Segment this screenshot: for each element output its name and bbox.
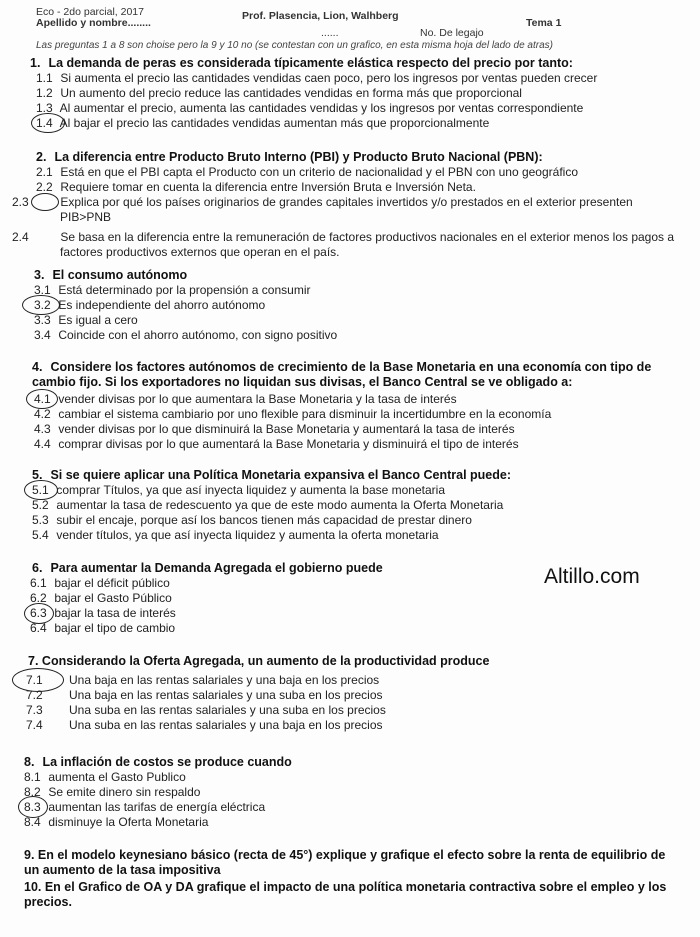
selection-circle [22, 295, 60, 315]
option[interactable]: 1.2 Un aumento del precio reduce las cantidades vendidas en forma más que proporcional [36, 86, 522, 100]
option-selected[interactable]: 6.3 bajar la tasa de interés [30, 606, 680, 621]
legajo-field-label: No. De legajo [420, 27, 484, 39]
option[interactable]: 6.4 bajar el tipo de cambio [30, 621, 176, 635]
altillo-watermark: Altillo.com [544, 565, 640, 588]
selection-circle [24, 480, 58, 500]
question-5 [30, 468, 680, 543]
option[interactable]: 6.1 bajar el déficit público [30, 576, 170, 590]
option-selected[interactable]: 2.3 Explica por qué los países originarios de grandes capitales invertidos y/o prestados en el exterior presenten PIB>PNB [12, 195, 633, 224]
option[interactable]: 5.3 subir el encaje, porque así los bancos tienen más capacidad de prestar dinero [32, 513, 472, 527]
exam-course-line: Eco - 2do parcial, 2017 [36, 6, 144, 18]
tema-label: Tema 1 [526, 17, 562, 29]
option[interactable]: 8.4 disminuye la Oferta Monetaria [24, 815, 209, 829]
question-title: 5. Si se quiere aplicar una Política Monetaria expansiva el Banco Central puede: [32, 468, 512, 482]
option[interactable]: 7.4 Una suba en las rentas salariales y una baja en los precios [26, 718, 383, 732]
option[interactable]: 8.2 Se emite dinero sin respaldo [24, 785, 201, 799]
option[interactable]: 2.1 Está en que el PBI capta el Producto con un criterio de nacionalidad y el PBN con uno geográfico [36, 165, 579, 179]
option[interactable]: 4.4 comprar divisas por lo que aumentará la Base Monetaria y disminuirá el tipo de interés [34, 437, 519, 451]
question-10: 10. En el Grafico de OA y DA grafique el impacto de una política monetaria contractiva sobre el empleo y los precios. [24, 880, 667, 909]
question-7 [26, 654, 680, 733]
question-title: 2. La diferencia entre Producto Bruto Interno (PBI) y Producto Bruto Nacional (PBN): [36, 150, 543, 164]
question-title: 7. Considerando la Oferta Agregada, un aumento de la productividad produce [28, 654, 490, 668]
option[interactable]: 7.3 Una suba en las rentas salariales y una suba en los precios [26, 703, 386, 717]
option[interactable]: 4.3 vender divisas por lo que disminuirá la Base Monetaria y aumentará la tasa de interés [34, 422, 515, 436]
option[interactable]: 1.3 Al aumentar el precio, aumenta las cantidades vendidas y los ingresos por ventas correspondiente [36, 101, 584, 115]
option[interactable]: 6.2 bajar el Gasto Público [30, 591, 172, 605]
option[interactable]: 7.2 Una baja en las rentas salariales y una suba en los precios [26, 688, 383, 702]
option[interactable]: 5.2 aumentar la tasa de redescuento ya que de este modo aumenta la Oferta Monetaria [32, 498, 504, 512]
option[interactable]: 1.1 Si aumenta el precio las cantidades vendidas caen poco, pero los ingresos por ventas pueden crecer [36, 71, 598, 85]
question-title: 3. El consumo autónomo [34, 268, 188, 282]
option-selected[interactable]: 8.3 aumentan las tarifas de energía eléctrica [24, 800, 680, 815]
selection-circle [31, 193, 59, 211]
name-field-label: Apellido y nombre........ [36, 17, 151, 29]
option[interactable]: 2.2 Requiere tomar en cuenta la diferencia entre Inversión Bruta e Inversión Neta. [36, 180, 476, 194]
name-field-dots: ...... [321, 27, 339, 39]
question-9: 9. En el modelo keynesiano básico (recta de 45°) explique y grafique el efecto sobre la renta de equilibrio de un aumento de la tasa impositiva [24, 848, 666, 877]
question-3 [30, 268, 680, 343]
option[interactable]: 3.1 Está determinado por la propensión a consumir [34, 283, 311, 297]
option[interactable]: 8.1 aumenta el Gasto Publico [24, 770, 186, 784]
option-selected[interactable]: 1.4 Al bajar el precio las cantidades vendidas aumentan más que proporcionalmente [36, 116, 680, 131]
question-8 [24, 755, 680, 830]
option[interactable]: 4.2 cambiar el sistema cambiario por uno flexible para disminuir la incertidumbre en la economía [34, 407, 552, 421]
exam-instructions: Las preguntas 1 a 8 son choise pero la 9 y 10 no (se contestan con un grafico, en esta misma hoja del lado de atras) [36, 40, 553, 51]
option-selected[interactable]: 4.1 vender divisas por lo que aumentara la Base Monetaria y la tasa de interés [34, 392, 680, 407]
option[interactable]: 5.4 vender títulos, ya que así inyecta liquidez y aumenta la oferta monetaria [32, 528, 439, 542]
question-1 [30, 56, 680, 131]
selection-circle [31, 113, 65, 133]
option-selected[interactable]: 5.1 comprar Títulos, ya que así inyecta liquidez y aumenta la base monetaria [32, 483, 680, 498]
professors: Prof. Plasencia, Lion, Walhberg [242, 10, 399, 22]
option[interactable]: 3.4 Coincide con el ahorro autónomo, con signo positivo [34, 328, 338, 342]
option[interactable]: 2.4 Se basa en la diferencia entre la remuneración de factores productivos nacionales en el exterior menos los pagos a factores productivos externos que operan en el país. [12, 230, 675, 259]
option-selected[interactable]: 3.2 Es independiente del ahorro autónomo [34, 298, 680, 313]
question-title: 1. La demanda de peras es considerada típicamente elástica respecto del precio por tanto: [30, 56, 573, 70]
option-selected[interactable]: 7.1 Una baja en las rentas salariales y una baja en los precios [26, 673, 680, 688]
option[interactable]: 3.3 Es igual a cero [34, 313, 138, 327]
question-title: 8. La inflación de costos se produce cuando [24, 755, 292, 769]
question-2 [12, 150, 680, 260]
question-title: 6. Para aumentar la Demanda Agregada el gobierno puede [32, 561, 383, 575]
question-4 [30, 360, 680, 452]
selection-circle [26, 389, 58, 409]
question-title: 4. Considere los factores autónomos de crecimiento de la Base Monetaria en una economía con tipo de cambio fijo. Si los exportadores no liquidan sus divisas, el Banco Central se ve obligado a: [32, 360, 652, 389]
